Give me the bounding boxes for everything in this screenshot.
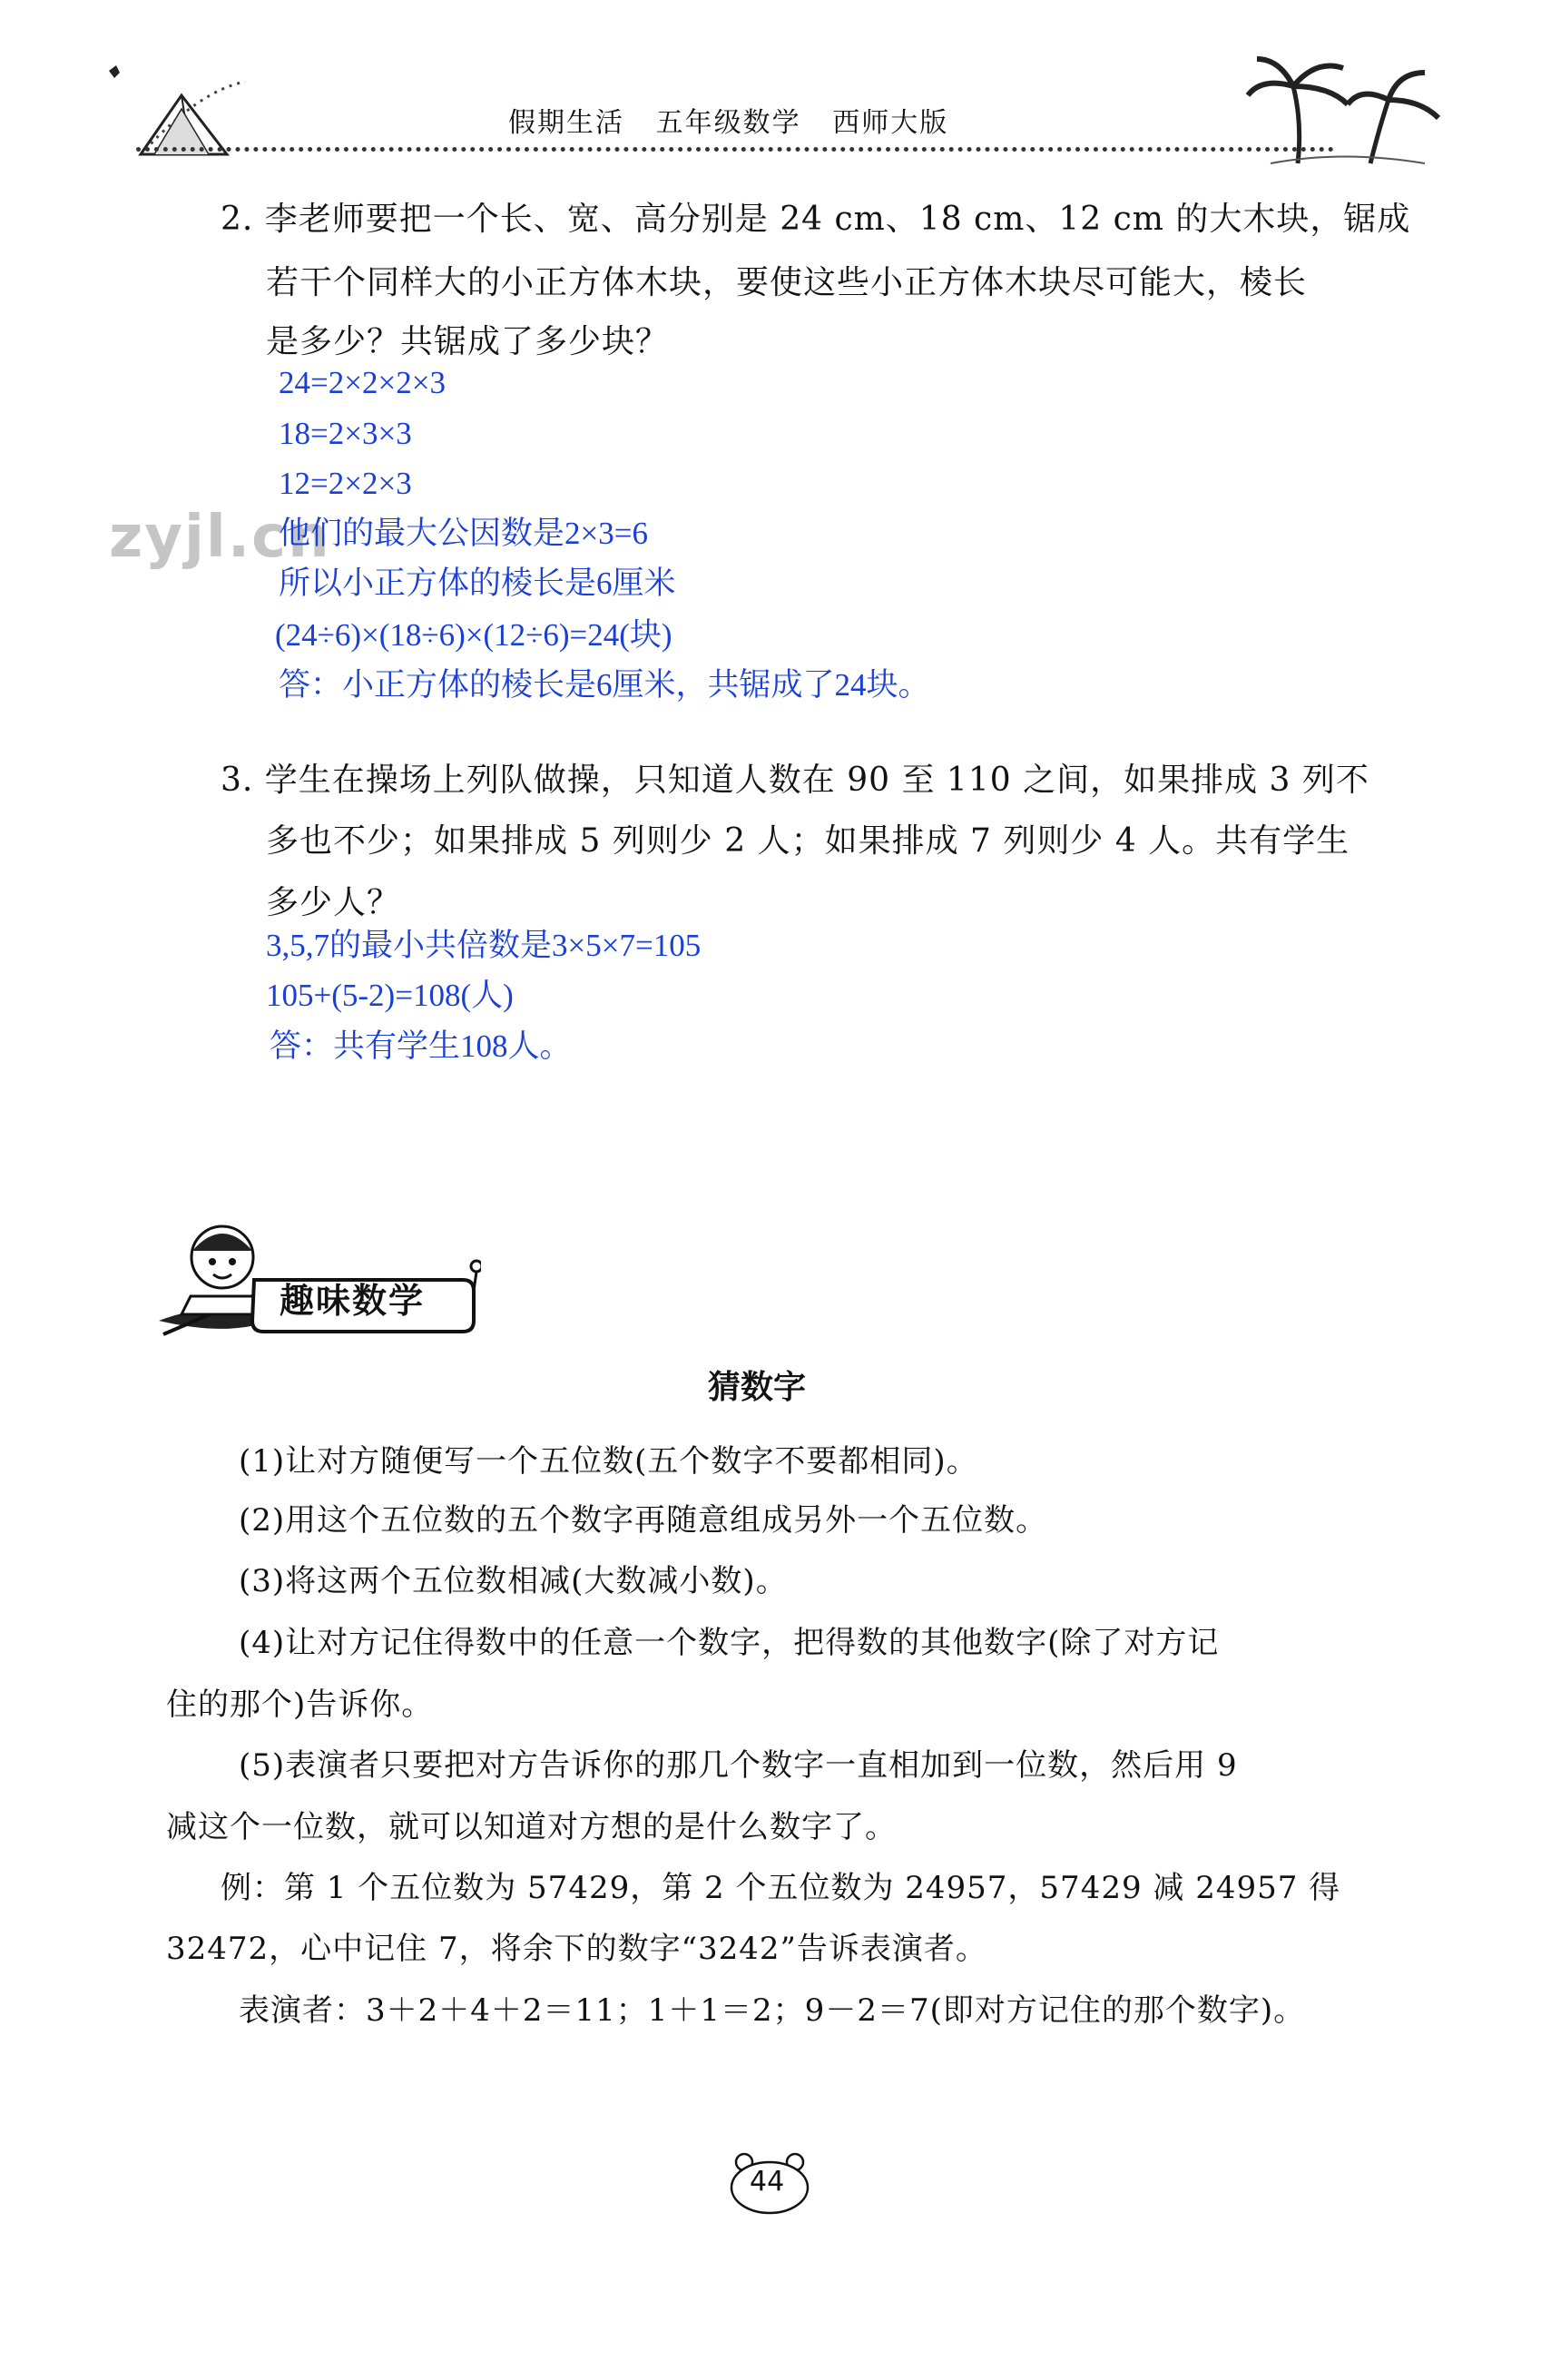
puzzle-paragraph: (2)用这个五位数的五个数字再随意组成另外一个五位数。: [239, 1502, 1048, 1539]
problem-3-line-1: 3. 学生在操场上列队做操，只知道人数在 90 至 110 之间，如果排成 3 列不: [221, 762, 1369, 799]
puzzle-paragraph: 32472，心中记住 7，将余下的数字“3242”告诉表演者。: [166, 1931, 987, 1967]
problem-3-line-3: 多少人？: [266, 884, 401, 921]
header-title: 假期生活 五年级数学 西师大版: [508, 107, 949, 139]
puzzle-paragraph: (1)让对方随便写一个五位数(五个数字不要都相同)。: [239, 1443, 978, 1480]
problem-2-answer-line: 所以小正方体的棱长是6厘米: [279, 565, 676, 601]
problem-2-line-3: 是多少？共锯成了多少块？: [266, 323, 670, 360]
fun-math-label: 趣味数学: [280, 1281, 426, 1321]
problem-3-answer-line: 答：共有学生108人。: [270, 1028, 572, 1064]
problem-2-answer-line: 18=2×3×3: [279, 416, 412, 451]
puzzle-title: 猜数字: [708, 1369, 807, 1406]
puzzle-paragraph: 住的那个)告诉你。: [166, 1687, 434, 1723]
page-number: 44: [750, 2166, 785, 2198]
problem-2-answer-line: 他们的最大公因数是2×3=6: [279, 516, 648, 551]
problem-3-answer-line: 105+(5-2)=108(人): [266, 978, 514, 1013]
problem-2-answer-line: 12=2×2×3: [279, 466, 412, 501]
watermark: zyjl.cn: [109, 504, 331, 571]
puzzle-paragraph: (4)让对方记住得数中的任意一个数字，把得数的其他数字(除了对方记: [239, 1625, 1220, 1661]
header-divider: [136, 147, 1334, 152]
problem-2-answer-line: (24÷6)×(18÷6)×(12÷6)=24(块): [275, 617, 672, 653]
puzzle-paragraph: (3)将这两个五位数相减(大数减小数)。: [239, 1563, 788, 1599]
problem-2-line-2: 若干个同样大的小正方体木块，要使这些小正方体木块尽可能大，棱长: [266, 264, 1308, 301]
problem-3-answer-line: 3,5,7的最小共倍数是3×5×7=105: [266, 928, 702, 963]
puzzle-paragraph: 减这个一位数，就可以知道对方想的是什么数字了。: [166, 1809, 897, 1845]
problem-2-answer-line: 24=2×2×2×3: [279, 365, 446, 400]
puzzle-paragraph: (5)表演者只要把对方告诉你的那几个数字一直相加到一位数，然后用 9: [239, 1747, 1238, 1784]
problem-3-line-2: 多也不少；如果排成 5 列则少 2 人；如果排成 7 列则少 4 人。共有学生: [266, 822, 1350, 860]
palm-trees-illustration: [1243, 50, 1443, 168]
problem-2-answer-line: 答：小正方体的棱长是6厘米，共锯成了24块。: [279, 667, 930, 703]
puzzle-paragraph: 例：第 1 个五位数为 57429，第 2 个五位数为 24957，57429 减 24957 得: [221, 1870, 1341, 1906]
problem-2-line-1: 2. 李老师要把一个长、宽、高分别是 24 cm、18 cm、12 cm 的大木块，锯成: [221, 201, 1411, 238]
puzzle-paragraph: 表演者：3＋2＋4＋2＝11；1＋1＝2；9－2＝7(即对方记住的那个数字)。: [239, 1992, 1306, 2029]
butterfly-icon: [109, 65, 120, 78]
